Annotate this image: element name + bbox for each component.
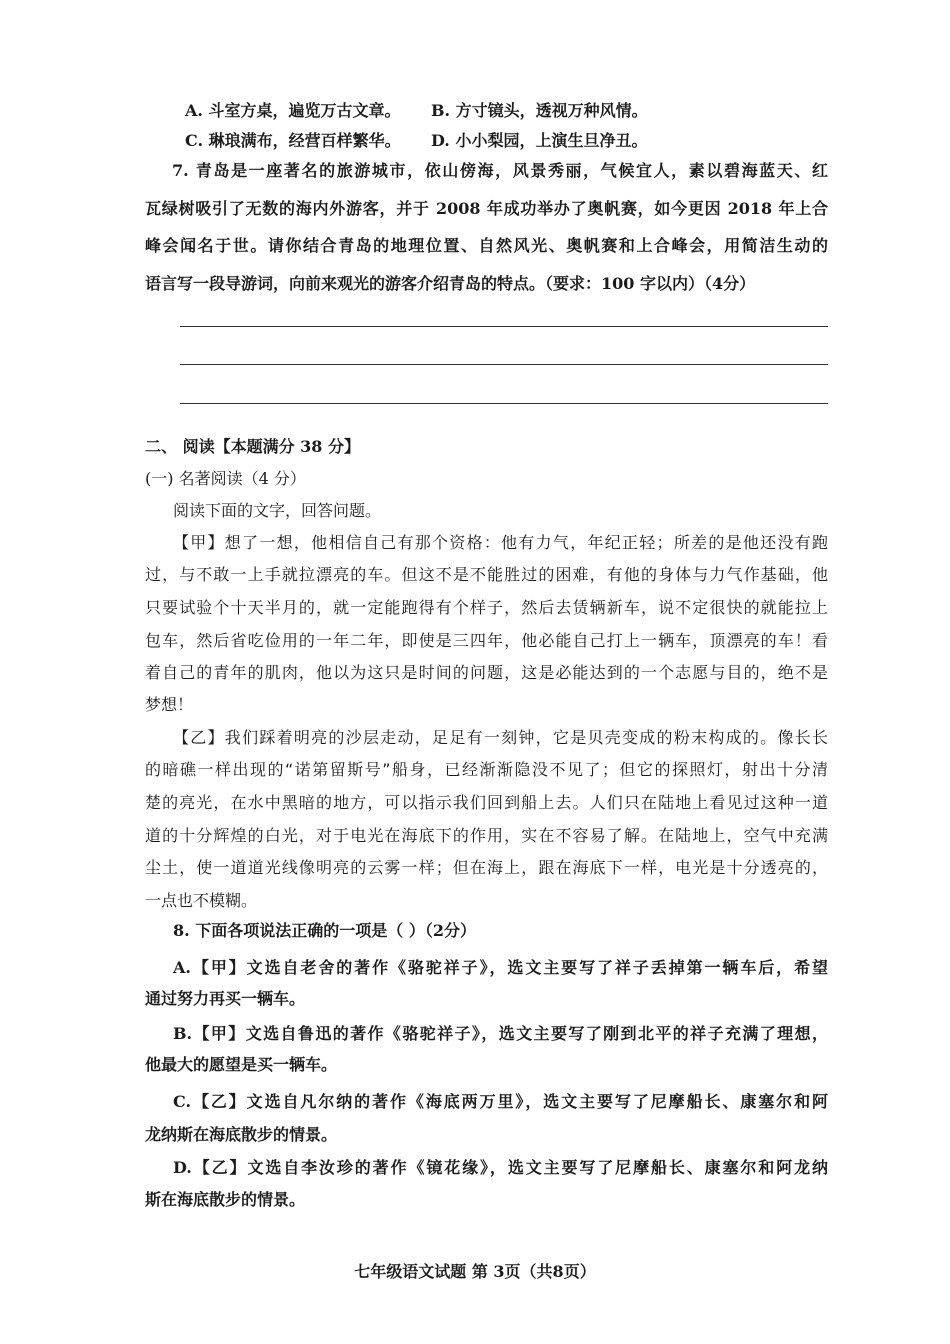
passage-yi-line-6: 一点也不模糊。 (145, 891, 258, 910)
passage-yi-line-2: 的暗礁一样出现的“诺第留斯号”船身，已经渐渐隐没不见了；但它的探照灯，射出十分清 (145, 760, 828, 779)
answer-line-3 (180, 403, 828, 404)
answer-line-1 (180, 326, 828, 327)
q8-option-c-line-1: C.【乙】文选自凡尔纳的著作《海底两万里》，选文主要写了尼摩船长、康塞尔和阿 (173, 1092, 828, 1111)
q7-line-1: 7. 青岛是一座著名的旅游城市，依山傍海，风景秀丽，气候宜人，素以碧海蓝天、红 (172, 161, 828, 180)
q7-line-3: 峰会闻名于世。请你结合青岛的地理位置、自然风光、奥帆赛和上合峰会，用简洁生动的 (145, 236, 828, 255)
page-footer: 七年级语文试题 第 3页（共8页） (354, 1262, 596, 1281)
q8-option-c-line-2: 龙纳斯在海底散步的情景。 (145, 1125, 338, 1144)
passage-yi-line-3: 楚的亮光，在水中黑暗的地方，可以指示我们回到船上去。人们只在陆地上看见过这种一道 (145, 793, 828, 812)
answer-line-2 (180, 364, 828, 365)
passage-jia-line-4: 包车，然后省吃俭用的一年二年，即使是三四年，他必能自己打上一辆车，顶漂亮的车！看 (145, 631, 828, 650)
subsection-heading: (一) 名著阅读（4 分） (145, 469, 306, 488)
q7-line-4: 语言写一段导游词，向前来观光的游客介绍青岛的特点。（要求：100 字以内）（4分） (145, 274, 756, 293)
passage-yi-line-1: 【乙】我们踩着明亮的沙层走动，足足有一刻钟，它是贝壳变成的粉末构成的。像长长 (173, 728, 828, 747)
passage-jia-line-3: 只要试验个十天半月的，就一定能跑得有个样子，然后去赁辆新车，说不定很快的就能拉上 (145, 598, 828, 617)
q6-option-d: D. 小小梨园，上演生旦净丑。 (431, 131, 648, 150)
q6-option-c: C. 琳琅满布，经营百样繁华。 (185, 131, 401, 150)
q8-option-d-line-2: 斯在海底散步的情景。 (145, 1190, 306, 1209)
q8-option-b-line-2: 他最大的愿望是买一辆车。 (145, 1055, 338, 1074)
passage-jia-line-1: 【甲】想了一想，他相信自己有那个资格：他有力气，年纪正轻；所差的是他还没有跑 (173, 533, 828, 552)
q8-option-a-line-2: 通过努力再买一辆车。 (145, 989, 306, 1008)
q8-option-b-line-1: B.【甲】文选自鲁迅的著作《骆驼祥子》，选文主要写了刚到北平的祥子充满了理想， (173, 1024, 828, 1043)
passage-jia-line-6: 梦想！ (145, 695, 194, 714)
q8-option-d-line-1: D.【乙】文选自李汝珍的著作《镜花缘》，选文主要写了尼摩船长、康塞尔和阿龙纳 (173, 1158, 828, 1177)
q7-line-2: 瓦绿树吸引了无数的海内外游客，并于 2008 年成功举办了奥帆赛，如今更因 2018 年上合 (145, 199, 828, 218)
section-heading: 二、 阅读【本题满分 38 分】 (145, 437, 360, 456)
passage-jia-line-5: 着自己的青年的肌肉，他以为这只是时间的问题，这是必能达到的一个志愿与目的，绝不是 (145, 663, 828, 682)
q6-option-b: B. 方寸镜头，透视万种风情。 (431, 101, 648, 120)
q8-option-a-line-1: A.【甲】文选自老舍的著作《骆驼祥子》，选文主要写了祥子丢掉第一辆车后，希望 (173, 958, 828, 977)
passage-yi-line-5: 尘土，使一道道光线像明亮的云雾一样；但在海上，跟在海底下一样，电光是十分透亮的， (145, 858, 828, 877)
passage-yi-line-4: 道的十分辉煌的白光，对于电光在海底下的作用，实在不容易了解。在陆地上，空气中充满 (145, 826, 828, 845)
passage-jia-line-2: 过，与不敢一上手就拉漂亮的车。但这不是不能胜过的困难，有他的身体与力气作基础，他 (145, 565, 828, 584)
q6-option-a: A. 斗室方桌，遍览万古文章。 (185, 101, 401, 120)
q8-stem: 8. 下面各项说法正确的一项是（ ）（2分） (173, 921, 476, 940)
reading-instruction: 阅读下面的文字，回答问题。 (173, 501, 382, 520)
